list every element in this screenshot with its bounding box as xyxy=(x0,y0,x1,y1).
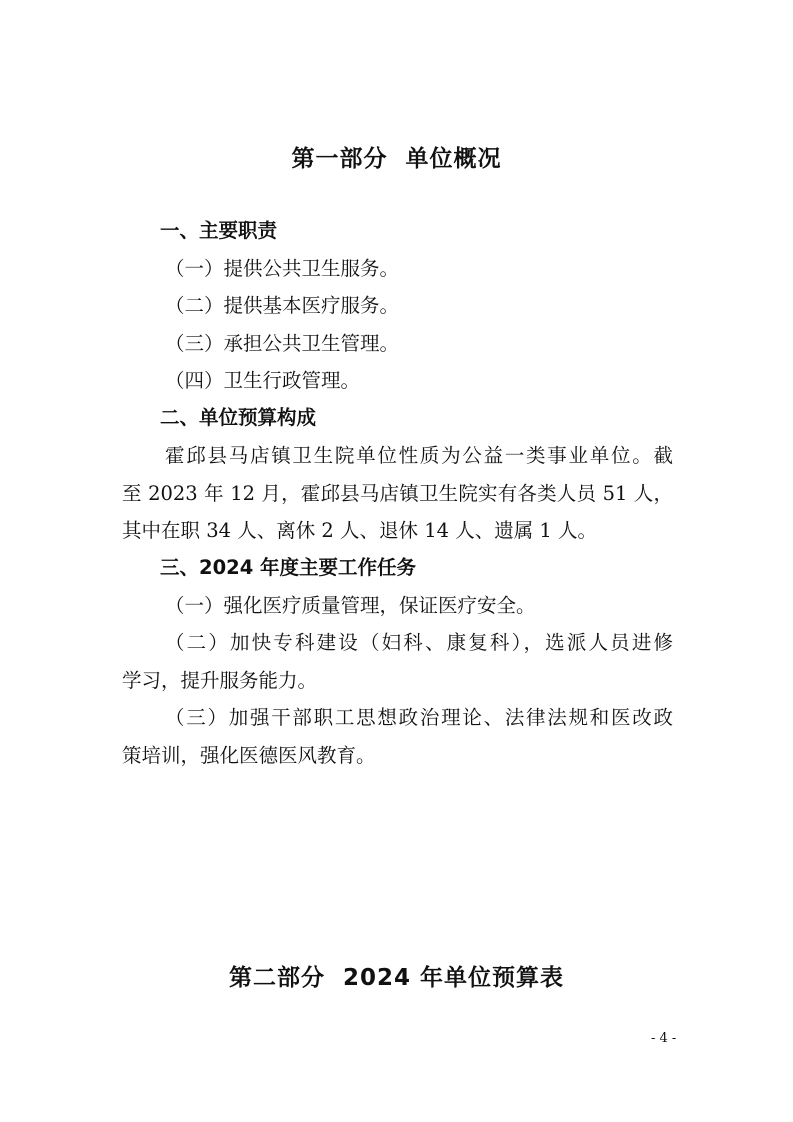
task-item-1: （一）强化医疗质量管理，保证医疗安全。 xyxy=(165,594,536,617)
page-number: - 4 - xyxy=(651,1031,677,1046)
section-heading-main-duties: 一、主要职责 xyxy=(160,219,278,242)
task-item-3-line-1: （三）加强干部职工思想政治理论、法律法规和医改政 xyxy=(165,706,673,729)
task-item-3-line-2: 策培训，强化医德医风教育。 xyxy=(122,744,376,767)
budget-paragraph-line-2: 至 2023 年 12 月，霍邱县马店镇卫生院实有各类人员 51 人， xyxy=(122,482,673,505)
duty-item-3: （三）承担公共卫生管理。 xyxy=(165,332,400,355)
task-item-2-line-1: （二）加快专科建设（妇科、康复科），选派人员进修 xyxy=(165,631,673,654)
section-heading-work-tasks: 三、2024 年度主要工作任务 xyxy=(160,556,417,579)
part-one-title: 第一部分 单位概况 xyxy=(291,146,502,172)
task-item-2-line-2: 学习，提升服务能力。 xyxy=(122,669,318,692)
budget-paragraph-line-1: 霍邱县马店镇卫生院单位性质为公益一类事业单位。截 xyxy=(165,444,673,467)
duty-item-4: （四）卫生行政管理。 xyxy=(165,369,361,392)
duty-item-1: （一）提供公共卫生服务。 xyxy=(165,257,400,280)
duty-item-2: （二）提供基本医疗服务。 xyxy=(165,294,400,317)
part-two-title: 第二部分 2024 年单位预算表 xyxy=(228,965,565,991)
section-heading-budget-composition: 二、单位预算构成 xyxy=(160,406,317,429)
budget-paragraph-line-3: 其中在职 34 人、离休 2 人、退休 14 人、遗属 1 人。 xyxy=(122,519,598,542)
